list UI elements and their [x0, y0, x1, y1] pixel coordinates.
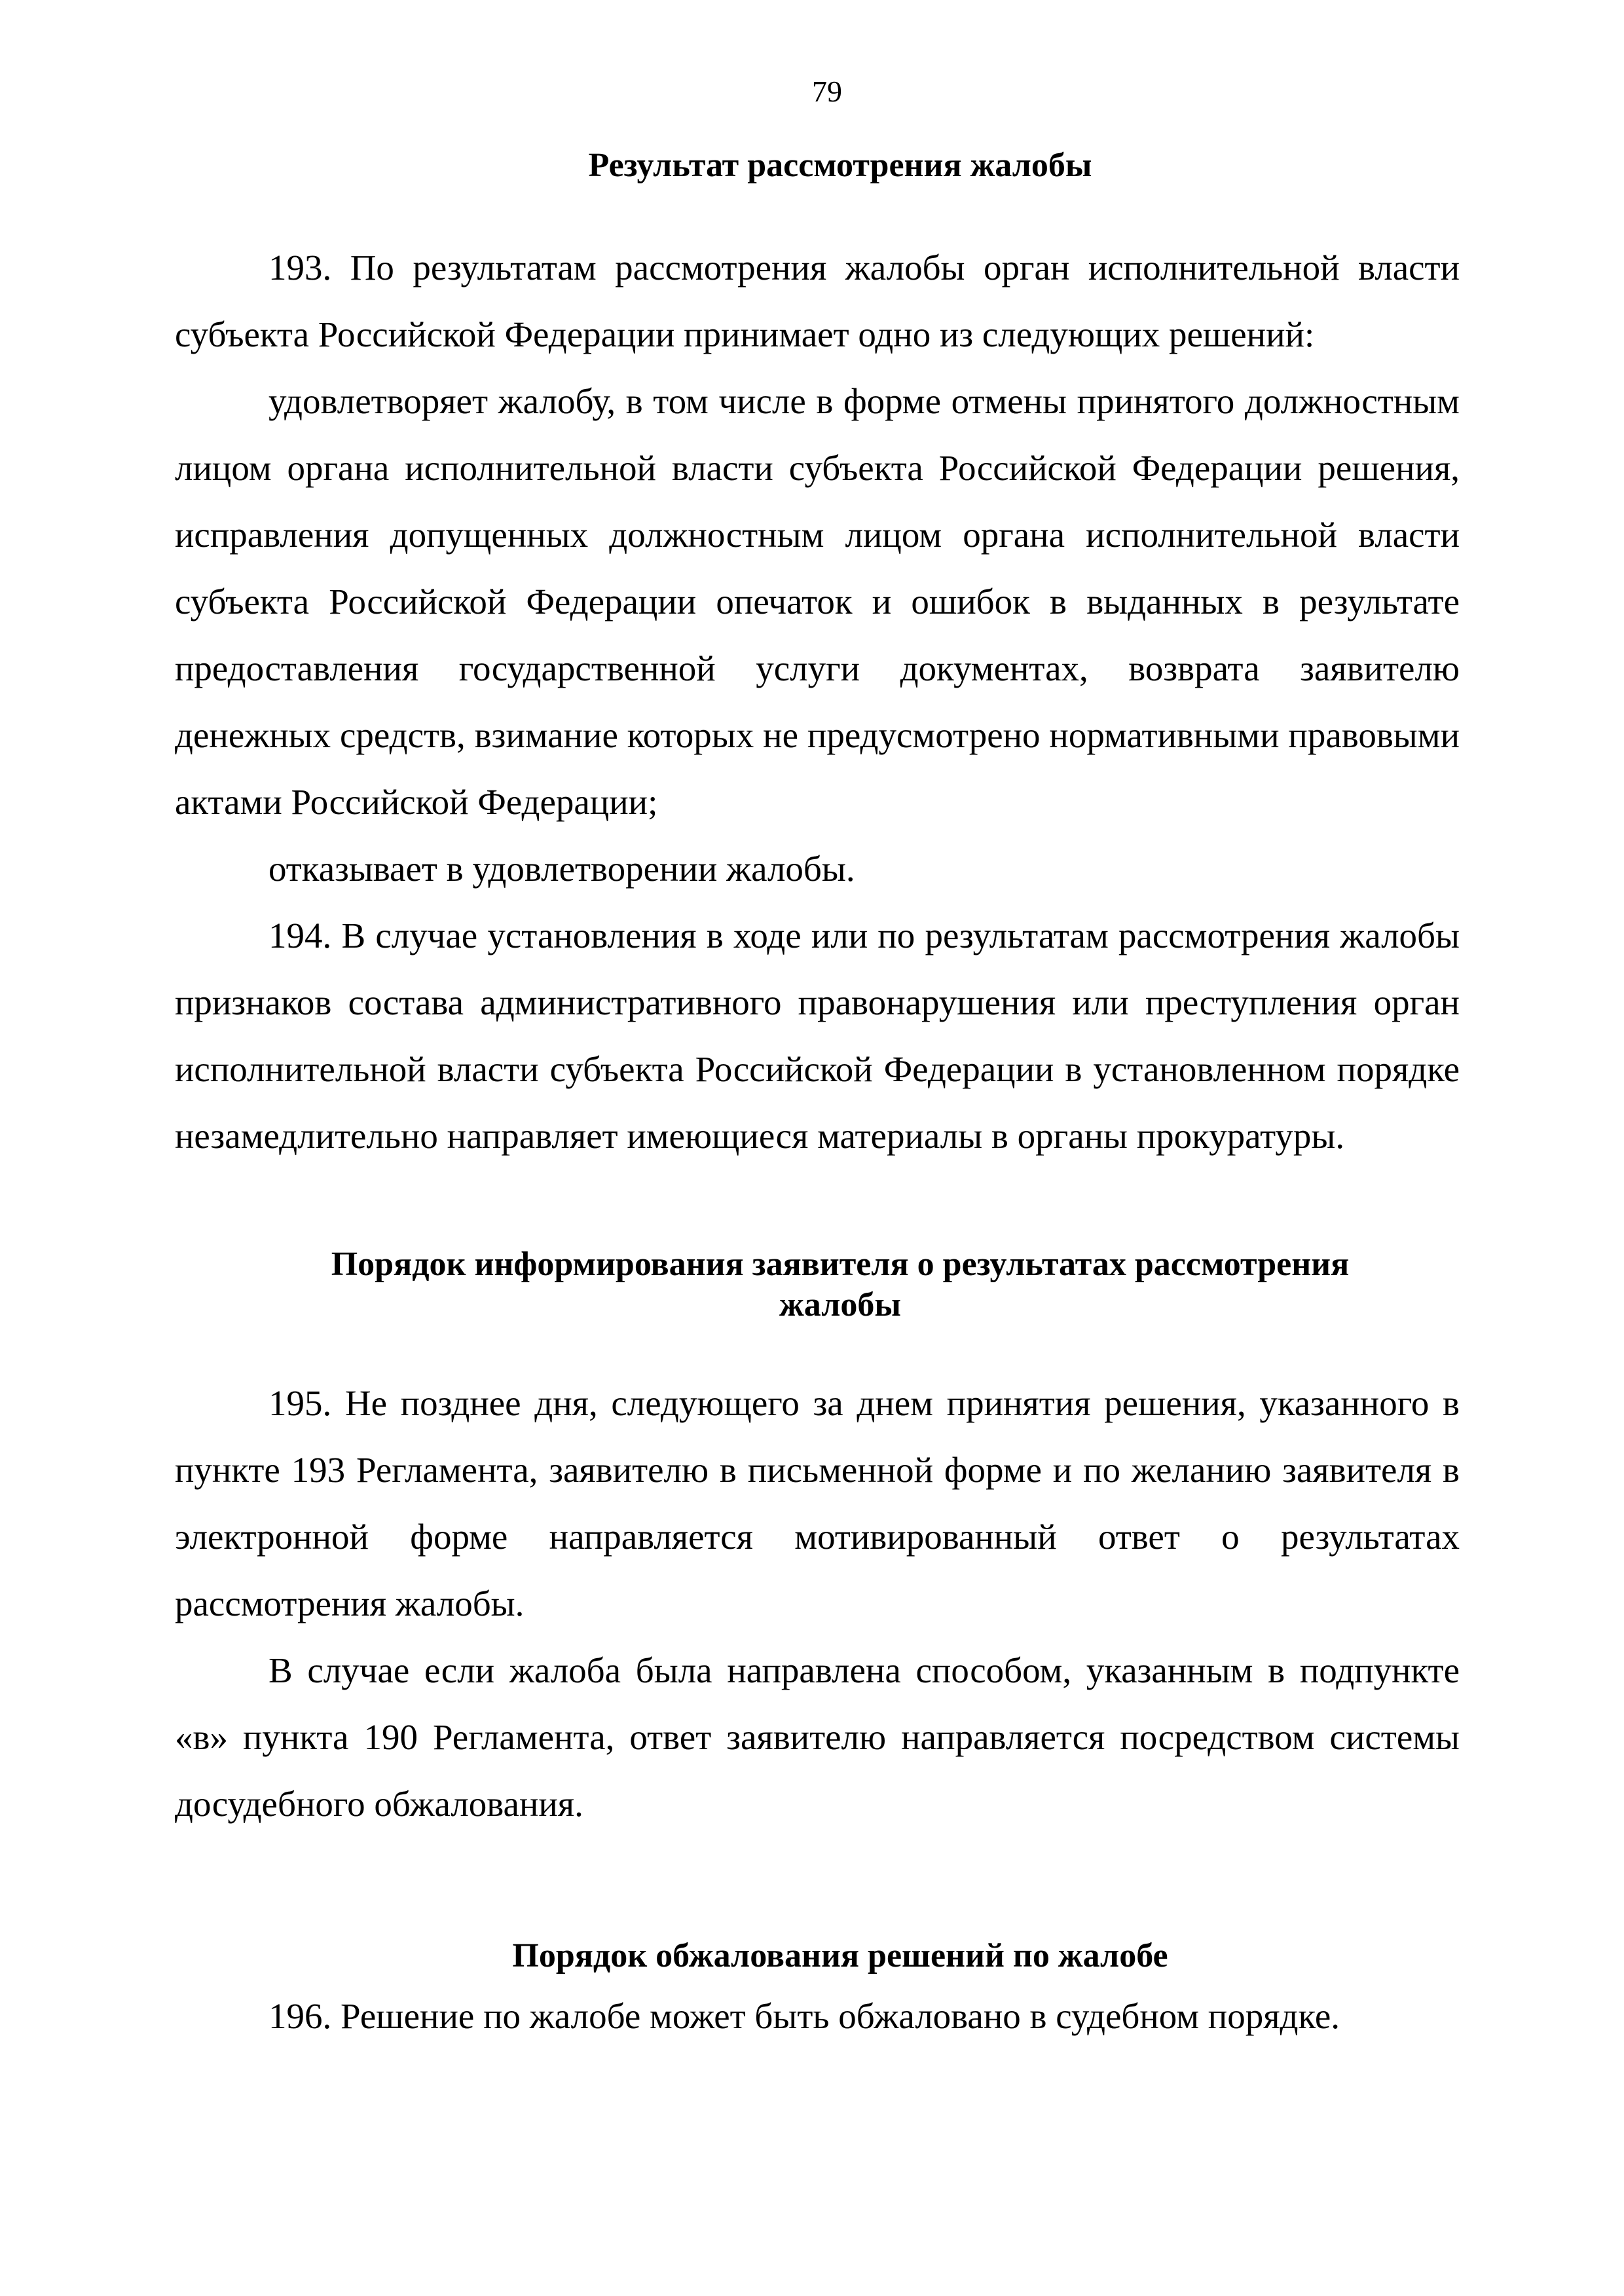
section-heading-informing-applicant	[175, 1244, 1460, 1325]
paragraph-193: 193. По результатам рассмотрения жалобы орган исполнительной власти субъекта Российской Федерации принимает одно из следующих решений:	[175, 248, 1460, 354]
heading-line-2: жалобы	[779, 1286, 901, 1324]
section-heading-complaint-result: Результат рассмотрения жалобы	[588, 147, 1092, 184]
paragraph-refuse-complaint: отказывает в удовлетворении жалобы.	[268, 849, 855, 889]
paragraph-satisfy-complaint: удовлетворяет жалобу, в том числе в форме отмены принятого должностным лицом органа исполнительной власти субъекта Российской Федерации решения, исправления допущенных должностным лицом органа исполнительной власти субъекта Российской Федерации опечаток и ошибок в выданных в результате предоставления государственной услуги документах, возврата заявителю денежных средств, взимание которых не предусмотрено нормативными правовыми актами Российской Федерации;	[175, 381, 1460, 822]
section-heading-appeal-decisions: Порядок обжалования решений по жалобе	[512, 1937, 1168, 1974]
page-content	[175, 72, 1460, 2050]
paragraph-196: 196. Решение по жалобе может быть обжаловано в судебном порядке.	[268, 1996, 1340, 2036]
page-number: 79	[812, 75, 842, 108]
heading-line-1: Порядок информирования заявителя о результатах рассмотрения	[331, 1246, 1350, 1283]
paragraph-195: 195. Не позднее дня, следующего за днем принятия решения, указанного в пункте 193 Регламента, заявителю в письменной форме и по желанию заявителя в электронной форме направляется мотивированный ответ о результатах рассмотрения жалобы.	[175, 1383, 1460, 1623]
paragraph-pre-trial-system: В случае если жалоба была направлена способом, указанным в подпункте «в» пункта 190 Регламента, ответ заявителю направляется посредством системы досудебного обжалования.	[175, 1650, 1460, 1824]
paragraph-194: 194. В случае установления в ходе или по результатам рассмотрения жалобы признаков состава административного правонарушения или преступления орган исполнительной власти субъекта Российской Федерации в установленном порядке незамедлительно направляет имеющиеся материалы в органы прокуратуры.	[175, 916, 1460, 1156]
